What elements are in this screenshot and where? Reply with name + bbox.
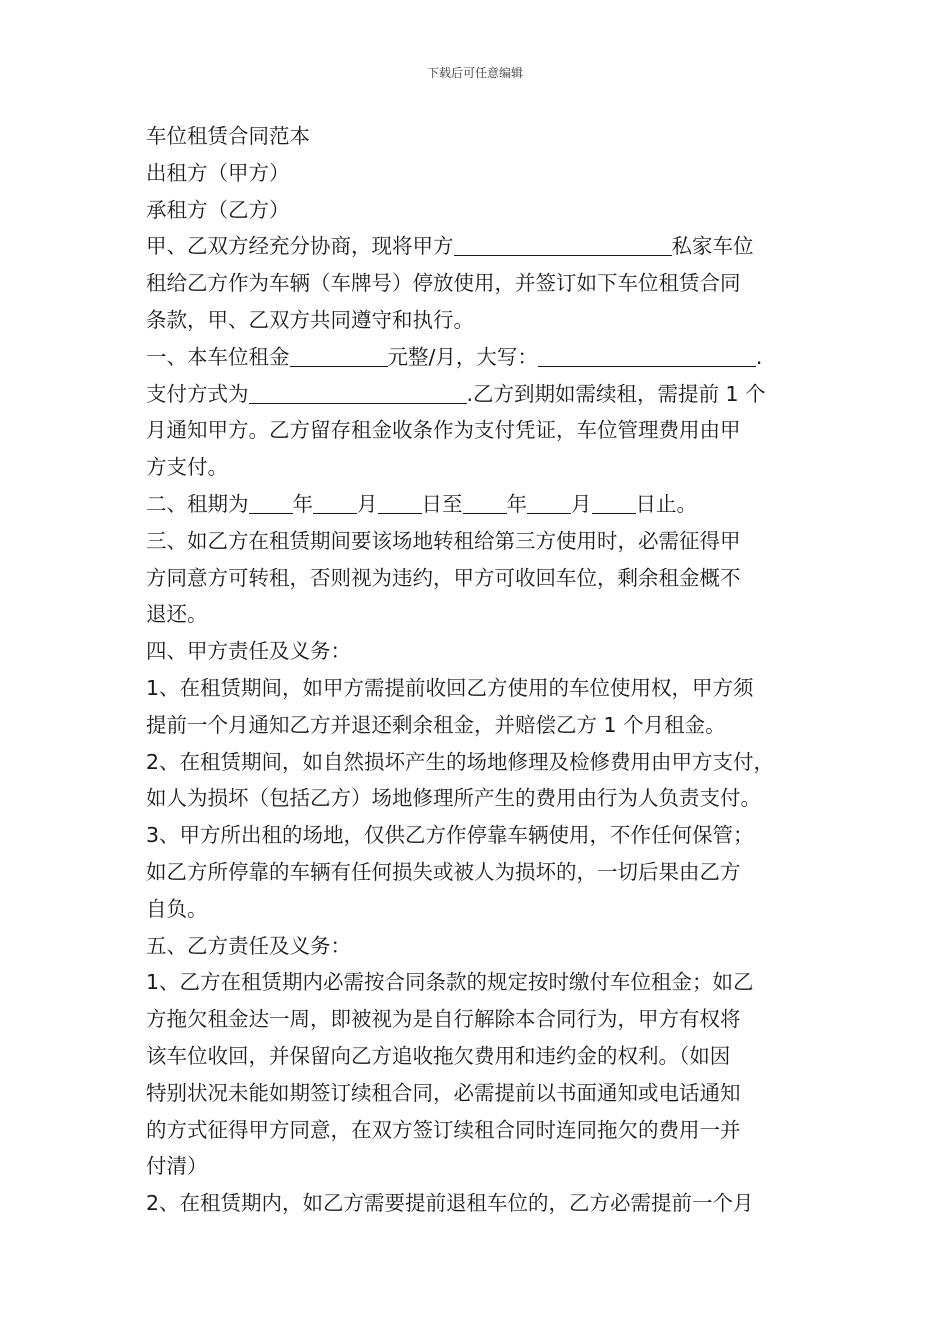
paragraph-line: 如人为损坏（包括乙方）场地修理所产生的费用由行为人负责支付。 bbox=[146, 786, 761, 811]
fill-blank bbox=[249, 489, 293, 514]
contract-title: 车位租赁合同范本 bbox=[146, 124, 310, 148]
fill-blank bbox=[527, 489, 571, 514]
lessee-line: 承租方（乙方） bbox=[146, 197, 290, 222]
fill-blank bbox=[454, 231, 672, 256]
section-4-heading: 四、甲方责任及义务： bbox=[146, 639, 351, 664]
paragraph-line: 如乙方所停靠的车辆有任何损失或被人为损坏的，一切后果由乙方 bbox=[146, 859, 741, 884]
paragraph-line: 支付方式为 .乙方到期如需续租，需提前 1 个 bbox=[146, 376, 810, 413]
paragraph-line: 1、在租赁期间，如甲方需提前收回乙方使用的车位使用权，甲方须 bbox=[146, 675, 754, 700]
paragraph-line: 月通知甲方。乙方留存租金收条作为支付凭证，车位管理费用由甲 bbox=[146, 418, 741, 443]
paragraph-line: 1、乙方在租赁期内必需按合同条款的规定按时缴付车位租金；如乙 bbox=[146, 970, 754, 995]
paragraph-line: 提前一个月通知乙方并退还剩余租金，并赔偿乙方 1 个月租金。 bbox=[146, 712, 726, 737]
paragraph-line: 方支付。 bbox=[146, 455, 228, 480]
paragraph-line: 自负。 bbox=[146, 896, 208, 921]
fill-blank bbox=[249, 379, 467, 404]
fill-blank bbox=[378, 489, 422, 514]
paragraph-line: 该车位收回，并保留向乙方追收拖欠费用和违约金的权利。（如因 bbox=[146, 1043, 731, 1068]
paragraph-line: 方拖欠租金达一周，即被视为是自行解除本合同行为，甲方有权将 bbox=[146, 1007, 741, 1032]
paragraph-line: 甲、乙双方经充分协商，现将甲方 私家车位 bbox=[146, 228, 810, 265]
clause-3-line: 三、如乙方在租赁期间要该场地转租给第三方使用时，必需征得甲 bbox=[146, 528, 741, 553]
paragraph-line: 方同意方可转租，否则视为违约，甲方可收回车位，剩余租金概不 bbox=[146, 565, 741, 590]
fill-blank bbox=[592, 489, 636, 514]
paragraph-line: 条款，甲、乙双方共同遵守和执行。 bbox=[146, 307, 474, 332]
paragraph-line: 3、甲方所出租的场地，仅供乙方作停靠车辆使用，不作任何保管； bbox=[146, 823, 754, 848]
fill-blank bbox=[463, 489, 507, 514]
paragraph-line: 特别状况未能如期签订续租合同，必需提前以书面通知或电话通知 bbox=[146, 1080, 741, 1105]
section-5-heading: 五、乙方责任及义务： bbox=[146, 933, 351, 958]
paragraph-line: 2、在租赁期内，如乙方需要提前退租车位的，乙方必需提前一个月 bbox=[146, 1191, 754, 1216]
paragraph-line: 付清） bbox=[146, 1154, 208, 1179]
paragraph-line: 租给乙方作为车辆（车牌号）停放使用，并签订如下车位租赁合同 bbox=[146, 271, 741, 296]
paragraph-line: 的方式征得甲方同意，在双方签订续租合同时连同拖欠的费用一并 bbox=[146, 1117, 741, 1142]
contract-body bbox=[146, 118, 810, 1222]
clause-1-line: 一、本车位租金 元整/月，大写： . bbox=[146, 339, 810, 376]
page-header-note: 下载后可任意编辑 bbox=[426, 66, 523, 80]
paragraph-line: 2、在租赁期间，如自然损坏产生的场地修理及检修费用由甲方支付， bbox=[146, 749, 775, 774]
paragraph-line: 退还。 bbox=[146, 602, 208, 627]
clause-2-line: 二、租期为 年 月 日至 年 月 日止。 bbox=[146, 486, 810, 523]
fill-blank bbox=[538, 342, 756, 367]
fill-blank bbox=[290, 342, 388, 367]
lessor-line: 出租方（甲方） bbox=[146, 160, 290, 185]
fill-blank bbox=[313, 489, 357, 514]
